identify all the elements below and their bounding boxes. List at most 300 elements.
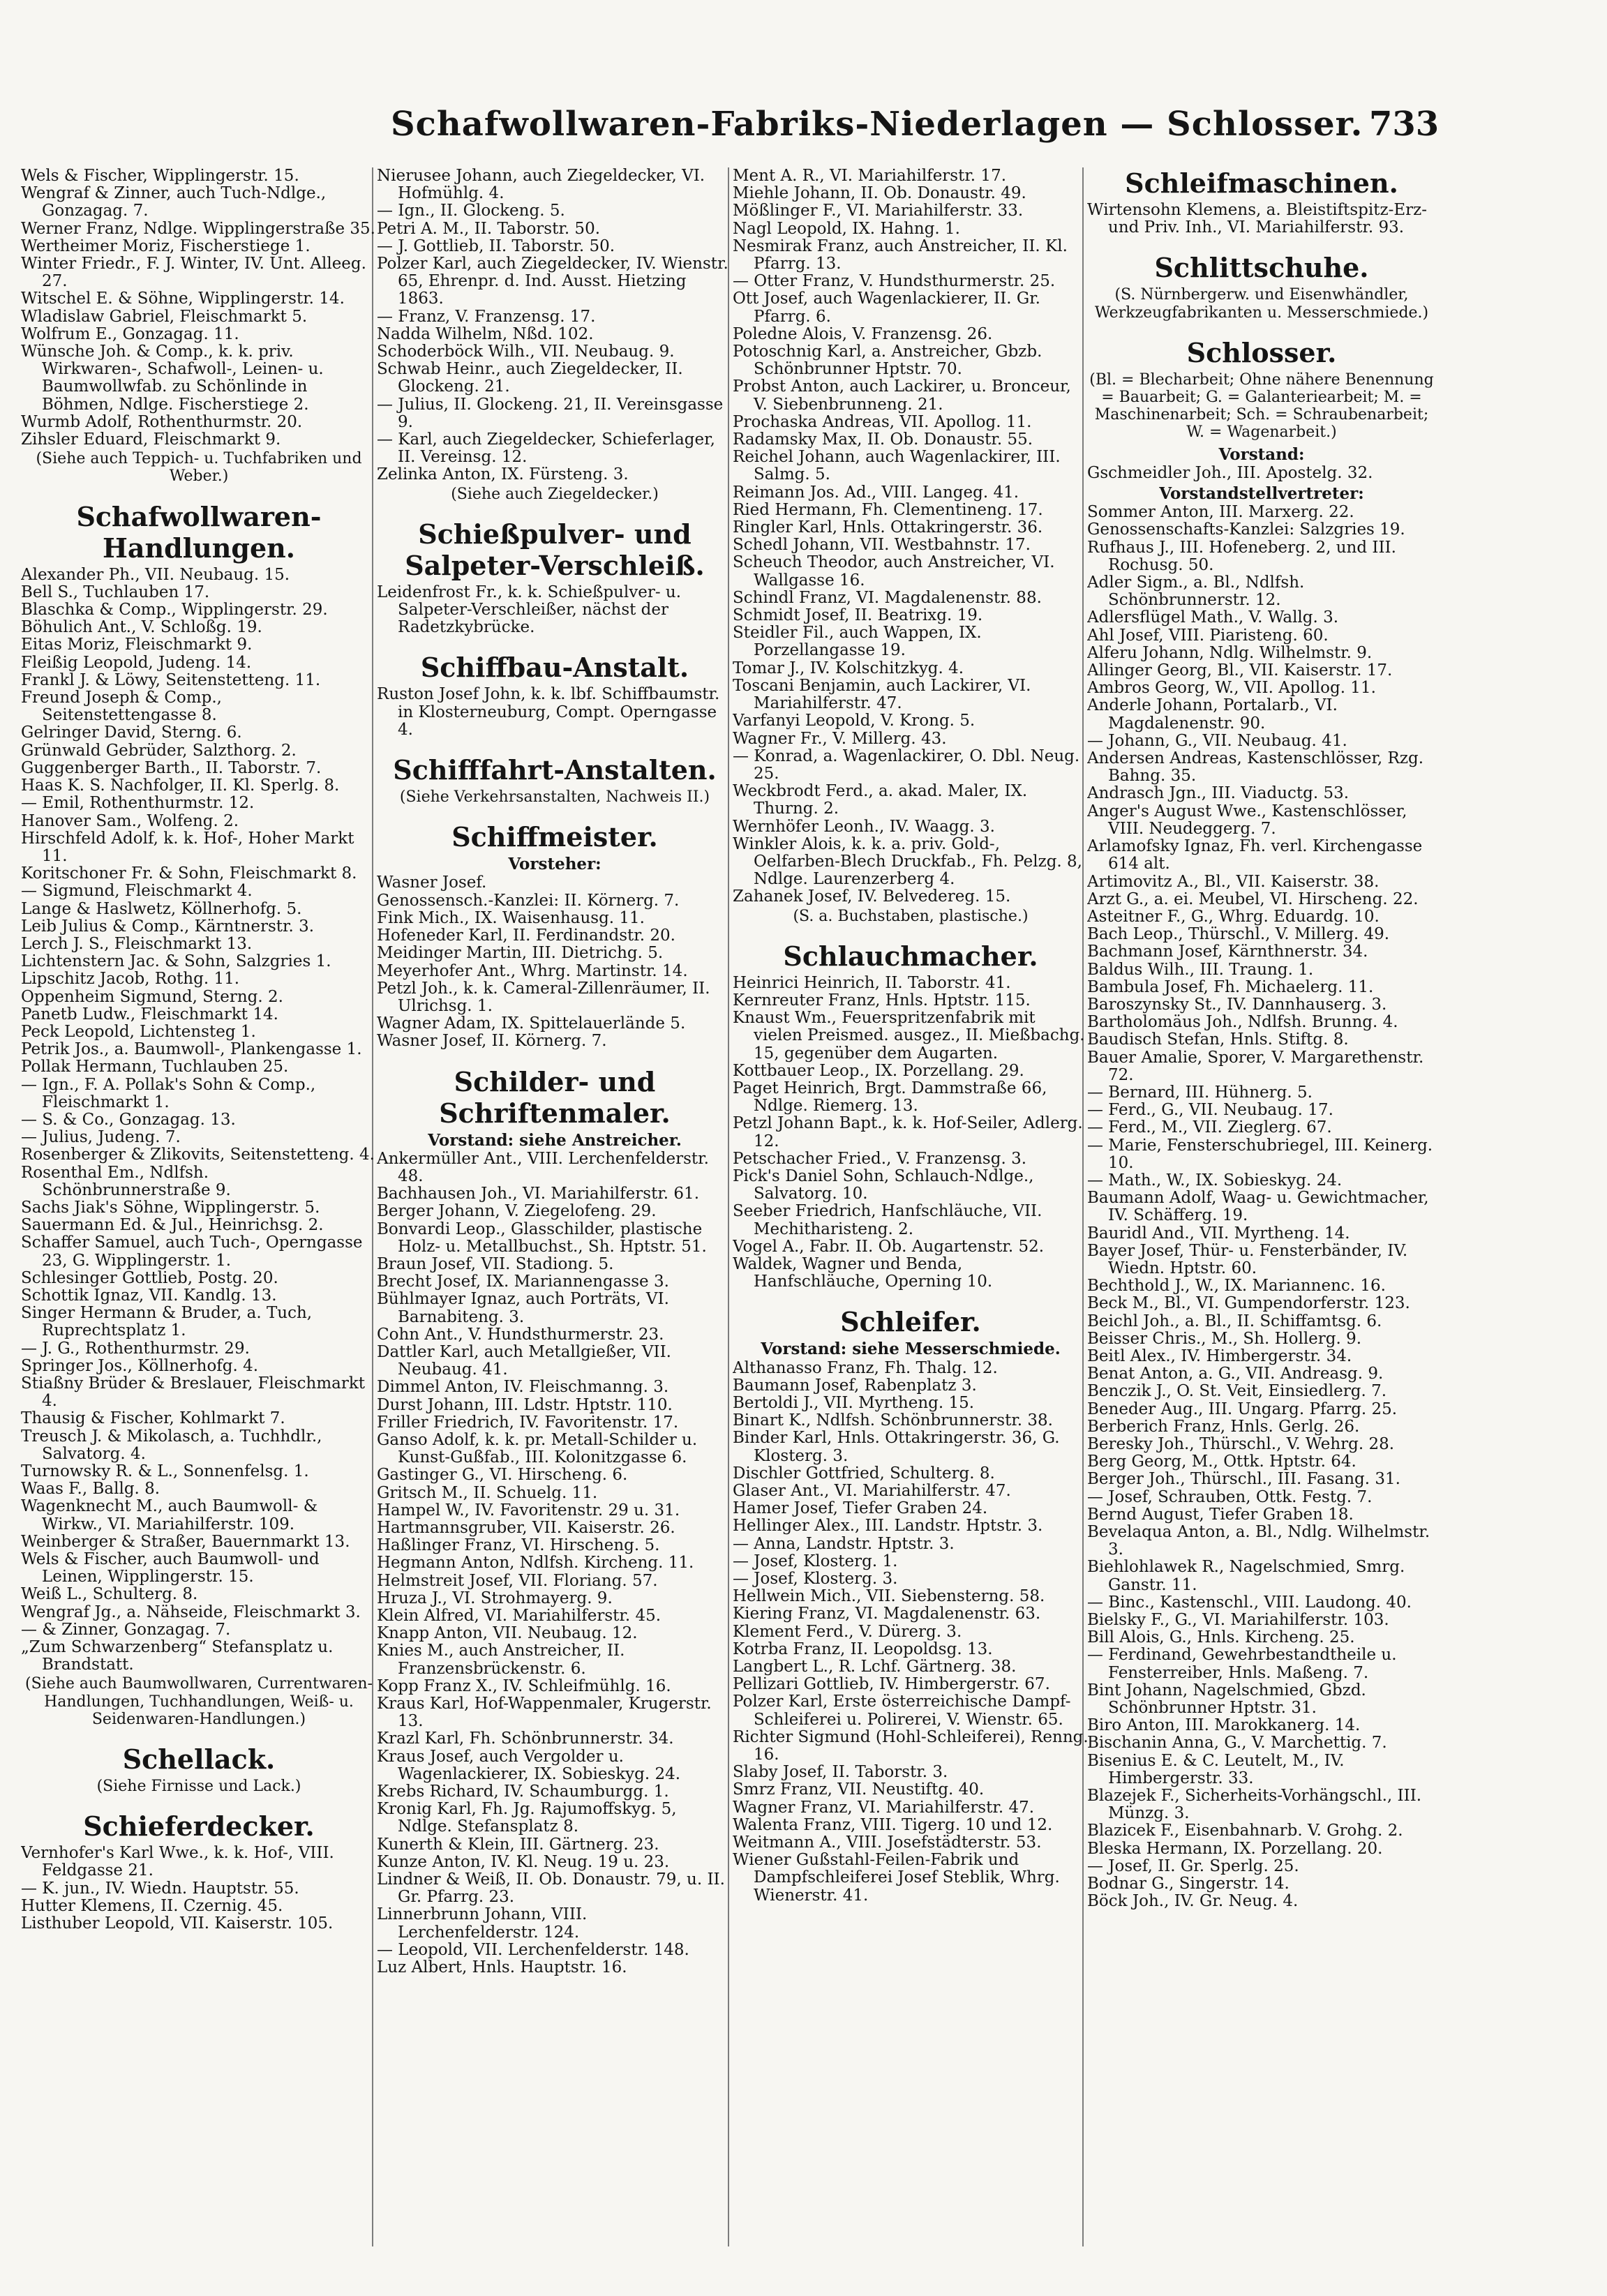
- directory-entry: Seeber Friedrich, Hanfschläuche, VII. Mechitharisteng. 2.: [733, 1202, 1042, 1238]
- directory-entry: Schoderböck Wilh., VII. Neubaug. 9.: [377, 343, 675, 361]
- directory-entry: Binder Karl, Hnls. Ottakringerstr. 36, G. Klosterg. 3.: [733, 1429, 1060, 1465]
- directory-entry: Tomar J., IV. Kolschitzkyg. 4.: [733, 659, 964, 677]
- directory-entry: — Ferd., G., VII. Neubaug. 17.: [1087, 1101, 1333, 1120]
- directory-entry: Kotrba Franz, II. Leopoldsg. 13.: [733, 1640, 993, 1658]
- directory-entry: Stiaßny Brüder & Breslauer, Fleischmarkt 4.: [21, 1374, 366, 1411]
- running-head: [0, 105, 1607, 153]
- directory-entry: Richter Sigmund (Hohl-Schleiferei), Renng. 16.: [733, 1727, 1089, 1764]
- directory-entry: Anger's August Wwe., Kastenschlösser, VIII. Neudeggerg. 7.: [1087, 802, 1407, 838]
- directory-entry: — Anna, Landstr. Hptstr. 3.: [733, 1534, 955, 1553]
- directory-entry: Petschacher Fried., V. Franzensg. 3.: [733, 1149, 1027, 1168]
- directory-entry: Wünsche Joh. & Comp., k. k. priv. Wirkwaren-, Schafwoll-, Leinen- u. Baumwollwfab. zu Schönlinde in Böhmen, Ndlge. Fischerstiege 2.: [21, 343, 324, 414]
- directory-entry: Langbert L., R. Lchf. Gärtnerg. 38.: [733, 1658, 1017, 1676]
- directory-entry: Krebs Richard, IV. Schaumburgg. 1.: [377, 1783, 669, 1801]
- directory-entry: Toscani Benjamin, auch Lackirer, VI. Mariahilferstr. 47.: [733, 676, 1031, 713]
- directory-entry: Klement Ferd., V. Dürerg. 3.: [733, 1622, 962, 1641]
- directory-entry: Kunerth & Klein, III. Gärtnerg. 23.: [377, 1835, 659, 1854]
- cross-reference: (Siehe auch Baumwollwaren, Currentwaren-Handlungen, Tuchhandlungen, Weiß- u. Seidenwaren-Handlungen.): [25, 1675, 373, 1728]
- section-heading: Schlosser.: [1186, 336, 1337, 368]
- directory-entry: Winter Friedr., F. J. Winter, IV. Unt. Alleeg. 27.: [21, 255, 366, 291]
- directory-entry: Lipschitz Jacob, Rothg. 11.: [21, 970, 240, 989]
- directory-entry: Weinberger & Straßer, Bauernmarkt 13.: [21, 1532, 350, 1551]
- directory-entry: Guggenberger Barth., II. Taborstr. 7.: [21, 758, 322, 777]
- cross-reference: (Bl. = Blecharbeit; Ohne nähere Benennung = Bauarbeit; G. = Galanteriearbeit; M. = Maschinenarbeit; Sch. = Schraubenarbeit; W. = Wagenarbeit.): [1089, 370, 1434, 442]
- directory-entry: Hellwein Mich., VII. Siebensterng. 58.: [733, 1587, 1045, 1606]
- directory-entry: Berger Joh., Thürschl., III. Fasang. 31.: [1087, 1470, 1400, 1489]
- directory-entry: Blazejek F., Sicherheits-Vorhängschl., III. Münzg. 3.: [1087, 1787, 1422, 1823]
- directory-entry: Reichel Johann, auch Wagenlackirer, III. Salmg. 5.: [733, 448, 1061, 484]
- directory-entry: Baroszynsky St., IV. Dannhauserg. 3.: [1087, 995, 1387, 1014]
- cross-reference: (S. Nürnbergerw. und Eisenwhändler, Werkzeugfabrikanten u. Messerschmiede.): [1094, 286, 1429, 322]
- directory-entry: Bielsky F., G., VI. Mariahilferstr. 103.: [1087, 1611, 1389, 1630]
- directory-entry: Hegmann Anton, Ndlfsh. Kircheng. 11.: [377, 1554, 694, 1573]
- directory-entry: — Emil, Rothenthurmstr. 12.: [21, 794, 255, 813]
- directory-entry: Reimann Jos. Ad., VIII. Langeg. 41.: [733, 483, 1019, 502]
- directory-entry: Friller Friedrich, IV. Favoritenstr. 17.: [377, 1413, 679, 1432]
- directory-entry: Berger Johann, V. Ziegelofeng. 29.: [377, 1202, 657, 1221]
- directory-entry: Wirtensohn Klemens, a. Bleistiftspitz-Erz- und Priv. Inh., VI. Mariahilferstr. 93.: [1087, 201, 1428, 237]
- directory-entry: Witschel E. & Söhne, Wipplingerstr. 14.: [21, 290, 345, 308]
- directory-entry: Freund Joseph & Comp., Seitenstettengasse 8.: [21, 689, 222, 725]
- directory-entry: Bachmann Josef, Kärnthnerstr. 34.: [1087, 943, 1368, 961]
- directory-entry: Krazl Karl, Fh. Schönbrunnerstr. 34.: [377, 1729, 674, 1748]
- directory-entry: Schindl Franz, VI. Magdalenenstr. 88.: [733, 588, 1042, 607]
- directory-entry: Biro Anton, III. Marokkanerg. 14.: [1087, 1716, 1361, 1735]
- directory-entry: Hirschfeld Adolf, k. k. Hof-, Hoher Markt 11.: [21, 829, 354, 865]
- directory-entry: Berberich Franz, Hnls. Gerlg. 26.: [1087, 1417, 1360, 1436]
- entry-list: [377, 874, 733, 1050]
- directory-entry: Haßlinger Franz, VI. Hirscheng. 5.: [377, 1536, 660, 1555]
- directory-entry: Heinrici Heinrich, II. Taborstr. 41.: [733, 973, 1011, 992]
- directory-entry: Blaschka & Comp., Wipplingerstr. 29.: [21, 601, 328, 620]
- directory-entry: Zahanek Josef, IV. Belvedereg. 15.: [733, 887, 1011, 906]
- directory-entry: Probst Anton, auch Lackirer, u. Bronceur, V. Siebenbrunneng. 21.: [733, 377, 1071, 414]
- section-heading: Schieferdecker.: [83, 1810, 315, 1843]
- directory-entry: Blazicek F., Eisenbahnarb. V. Grohg. 2.: [1087, 1822, 1403, 1840]
- directory-entry: — Konrad, a. Wagenlackirer, O. Dbl. Neug. 25.: [733, 746, 1080, 783]
- column-1: [21, 167, 377, 1933]
- directory-entry: Wagner Fr., V. Millerg. 43.: [733, 729, 947, 748]
- directory-entry: Bachhausen Joh., VI. Mariahilferstr. 61.: [377, 1185, 699, 1203]
- directory-entry: Steidler Fil., auch Wappen, IX. Porzellangasse 19.: [733, 624, 982, 660]
- directory-entry: — Otter Franz, V. Hundsthurmerstr. 25.: [733, 272, 1056, 291]
- directory-entry: Koritschoner Fr. & Sohn, Fleischmarkt 8.: [21, 864, 357, 883]
- directory-entry: Kiering Franz, VI. Magdalenenstr. 63.: [733, 1605, 1041, 1623]
- cross-reference: (Siehe auch Ziegeldecker.): [451, 485, 659, 503]
- directory-entry: Nierusee Johann, auch Ziegeldecker, VI. Hofmühlg. 4.: [377, 167, 705, 203]
- directory-entry: Helmstreit Josef, VII. Floriang. 57.: [377, 1571, 658, 1590]
- directory-entry: Arlamofsky Ignaz, Fh. verl. Kirchengasse 614 alt.: [1087, 837, 1423, 873]
- directory-entry: Nagl Leopold, IX. Hahng. 1.: [733, 219, 960, 238]
- directory-entry: — Leopold, VII. Lerchenfelderstr. 148.: [377, 1940, 689, 1959]
- directory-entry: Klein Alfred, VI. Mariahilferstr. 45.: [377, 1607, 662, 1625]
- directory-entry: Sauermann Ed. & Jul., Heinrichsg. 2.: [21, 1216, 324, 1235]
- directory-entry: Hamer Josef, Tiefer Graben 24.: [733, 1499, 988, 1518]
- directory-entry: Paget Heinrich, Brgt. Dammstraße 66, Ndlge. Riemerg. 13.: [733, 1079, 1047, 1116]
- directory-entry: Vernhofer's Karl Wwe., k. k. Hof-, VIII. Feldgasse 21.: [21, 1844, 334, 1880]
- directory-entry: Wels & Fischer, auch Baumwoll- und Leinen, Wipplingerstr. 15.: [21, 1550, 320, 1586]
- directory-entry: Bertoldi J., VII. Myrtheng. 15.: [733, 1394, 975, 1412]
- directory-entry: Winkler Alois, k. k. a. priv. Gold-, Oelfarben-Blech Druckfab., Fh. Pelzg. 8, Ndlge. Laurenzerberg 4.: [733, 834, 1082, 889]
- directory-entry: Bonvardi Leop., Glasschilder, plastische Holz- u. Metallbuchst., Sh. Hptstr. 51.: [377, 1220, 707, 1256]
- directory-entry: Hruza J., VI. Strohmayerg. 9.: [377, 1589, 613, 1607]
- entry-list: [733, 167, 1089, 906]
- cross-reference: (Siehe Firnisse und Lack.): [96, 1778, 301, 1796]
- directory-entry: Petri A. M., II. Taborstr. 50.: [377, 219, 601, 238]
- directory-entry: Kottbauer Leop., IX. Porzellang. 29.: [733, 1061, 1024, 1080]
- directory-entry: — Johann, G., VII. Neubaug. 41.: [1087, 731, 1347, 750]
- directory-entry: Weitmann A., VIII. Josefstädterstr. 53.: [733, 1833, 1042, 1852]
- directory-entry: Schottik Ignaz, VII. Kandlg. 13.: [21, 1286, 277, 1305]
- section-heading: Schilder- und Schriftenmaler.: [439, 1065, 671, 1129]
- directory-entry: Arzt G., a. ei. Meubel, VI. Hirscheng. 22.: [1087, 890, 1419, 908]
- directory-entry: Bevelaqua Anton, a. Bl., Ndlg. Wilhelmstr. 3.: [1087, 1523, 1430, 1559]
- directory-entry: Beitl Alex., IV. Himbergerstr. 34.: [1087, 1346, 1352, 1365]
- directory-entry: „Zum Schwarzenberg“ Stefansplatz u. Brandstatt.: [21, 1638, 334, 1674]
- directory-entry: Wasner Josef, II. Körnerg. 7.: [377, 1032, 607, 1051]
- directory-entry: Asteitner F., G., Whrg. Eduardg. 10.: [1087, 907, 1380, 926]
- entry-list: [1087, 465, 1436, 482]
- directory-entry: Thausig & Fischer, Kohlmarkt 7.: [21, 1409, 285, 1428]
- directory-entry: Binart K., Ndlfsh. Schönbrunnerstr. 38.: [733, 1411, 1053, 1430]
- directory-entry: Miehle Johann, II. Ob. Donaustr. 49.: [733, 184, 1026, 203]
- entry-list: [1087, 202, 1436, 237]
- directory-entry: Nadda Wilhelm, Nßd. 102.: [377, 324, 594, 343]
- directory-entry: Luz Albert, Hnls. Hauptstr. 16.: [377, 1958, 627, 1977]
- directory-entry: Andrasch Jgn., III. Viaductg. 53.: [1087, 784, 1350, 803]
- directory-entry: Wurmb Adolf, Rothenthurmstr. 20.: [21, 412, 303, 431]
- directory-entry: Schwab Heinr., auch Ziegeldecker, II. Glockeng. 21.: [377, 360, 683, 396]
- directory-entry: Durst Johann, III. Ldstr. Hptstr. 110.: [377, 1395, 673, 1414]
- directory-entry: Wels & Fischer, Wipplingerstr. 15.: [21, 167, 299, 185]
- directory-entry: Polzer Karl, auch Ziegeldecker, IV. Wienstr. 65, Ehrenpr. d. Ind. Ausst. Hietzing 1863.: [377, 255, 728, 308]
- directory-entry: Althanasso Franz, Fh. Thalg. 12.: [733, 1358, 998, 1377]
- directory-entry: Bayer Josef, Thür- u. Fensterbänder, IV. Wiedn. Hptstr. 60.: [1087, 1241, 1408, 1277]
- directory-entry: Kopp Franz X., IV. Schleifmühlg. 16.: [377, 1676, 671, 1695]
- entry-list: [1087, 504, 1436, 1910]
- directory-entry: — Karl, auch Ziegeldecker, Schieferlager, II. Vereinsg. 12.: [377, 430, 715, 467]
- directory-entry: Dattler Karl, auch Metallgießer, VII. Neubaug. 41.: [377, 1342, 671, 1379]
- directory-entry: Springer Jos., Köllnerhofg. 4.: [21, 1356, 259, 1375]
- directory-entry: Varfanyi Leopold, V. Krong. 5.: [733, 712, 976, 730]
- directory-entry: Schaffer Samuel, auch Tuch-, Operngasse 23, G. Wipplingerstr. 1.: [21, 1233, 363, 1270]
- directory-entry: Wasner Josef.: [377, 873, 487, 892]
- directory-entry: Linnerbrunn Johann, VIII. Lerchenfelderstr. 124.: [377, 1905, 588, 1942]
- directory-entry: Turnowsky R. & L., Sonnenfelsg. 1.: [21, 1462, 309, 1481]
- directory-entry: Bernd August, Tiefer Graben 18.: [1087, 1505, 1354, 1524]
- directory-entry: Adler Sigm., a. Bl., Ndlfsh. Schönbrunnerstr. 12.: [1087, 573, 1305, 610]
- directory-entry: Pick's Daniel Sohn, Schlauch-Ndlge., Salvatorg. 10.: [733, 1166, 1034, 1203]
- directory-entry: Peck Leopold, Lichtensteg 1.: [21, 1022, 256, 1041]
- subheading: Vorstand: siehe Anstreicher.: [428, 1130, 682, 1150]
- running-title: Schafwollwaren-Fabriks-Niederlagen — Schlosser.: [391, 105, 1363, 144]
- directory-entry: Petzl Joh., k. k. Cameral-Zillenräumer, II. Ulrichsg. 1.: [377, 979, 710, 1015]
- directory-entry: Artimovitz A., Bl., VII. Kaiserstr. 38.: [1087, 872, 1380, 891]
- directory-entry: Adlersflügel Math., V. Wallg. 3.: [1087, 608, 1339, 627]
- directory-entry: Beisser Chris., M., Sh. Hollerg. 9.: [1087, 1329, 1362, 1348]
- directory-entry: Berg Georg, M., Ottk. Hptstr. 64.: [1087, 1453, 1356, 1471]
- directory-entry: Kunze Anton, IV. Kl. Neug. 19 u. 23.: [377, 1852, 670, 1871]
- entry-list: [733, 975, 1089, 1291]
- directory-entry: Lindner & Weiß, II. Ob. Donaustr. 79, u. II. Gr. Pfarrg. 23.: [377, 1870, 725, 1907]
- directory-entry: — Sigmund, Fleischmarkt 4.: [21, 882, 253, 901]
- cross-reference: (Siehe auch Teppich- u. Tuchfabriken und Weber.): [36, 450, 362, 486]
- directory-entry: Knies M., auch Anstreicher, II. Franzensbrückenstr. 6.: [377, 1642, 625, 1678]
- directory-entry: Bodnar G., Singerstr. 14.: [1087, 1875, 1290, 1893]
- directory-entry: — J. G., Rothenthurmstr. 29.: [21, 1339, 250, 1358]
- directory-entry: Bauridl And., VII. Myrtheng. 14.: [1087, 1224, 1350, 1243]
- directory-entry: Frankl J. & Löwy, Seitenstetteng. 11.: [21, 670, 321, 689]
- directory-entry: Gelringer David, Sterng. 6.: [21, 723, 242, 742]
- directory-entry: Beresky Joh., Thürschl., V. Wehrg. 28.: [1087, 1435, 1395, 1453]
- directory-entry: Walenta Franz, VIII. Tigerg. 10 und 12.: [733, 1815, 1053, 1834]
- directory-entry: — Julius, II. Glockeng. 21, II. Vereinsgasse 9.: [377, 395, 724, 431]
- directory-entry: Wagner Franz, VI. Mariahilferstr. 47.: [733, 1798, 1035, 1817]
- directory-entry: Fleißig Leopold, Judeng. 14.: [21, 653, 252, 672]
- directory-entry: — Math., W., IX. Sobieskyg. 24.: [1087, 1171, 1343, 1190]
- directory-entry: Pellizari Gottlieb, IV. Himbergerstr. 67.: [733, 1675, 1050, 1694]
- directory-entry: — Ign., F. A. Pollak's Sohn & Comp., Fleischmarkt 1.: [21, 1075, 316, 1111]
- directory-entry: Lichtenstern Jac. & Sohn, Salzgries 1.: [21, 952, 331, 971]
- directory-entry: Alferu Johann, Ndlg. Wilhelmstr. 9.: [1087, 643, 1373, 662]
- directory-entry: — Marie, Fensterschubriegel, III. Keinerg. 10.: [1087, 1136, 1433, 1172]
- directory-entry: Ankermüller Ant., VIII. Lerchenfelderstr. 48.: [377, 1149, 709, 1185]
- directory-entry: Prochaska Andreas, VII. Apollog. 11.: [733, 412, 1032, 431]
- entry-list: [21, 1845, 377, 1933]
- directory-entry: Weckbrodt Ferd., a. akad. Maler, IX. Thurng. 2.: [733, 782, 1028, 818]
- directory-entry: Zelinka Anton, IX. Fürsteng. 3.: [377, 465, 629, 484]
- subheading: Vorstand: siehe Messerschmiede.: [761, 1340, 1061, 1359]
- directory-entry: Wengraf & Zinner, auch Tuch-Ndlge., Gonzagag. 7.: [21, 184, 327, 220]
- column-4: [1087, 167, 1436, 1910]
- directory-entry: Radamsky Max, II. Ob. Donaustr. 55.: [733, 430, 1033, 449]
- directory-entry: Waldek, Wagner und Benda, Hanfschläuche, Operning 10.: [733, 1254, 993, 1291]
- directory-entry: — Binc., Kastenschl., VIII. Laudong. 40.: [1087, 1593, 1412, 1612]
- directory-entry: Lerch J. S., Fleischmarkt 13.: [21, 934, 253, 953]
- directory-entry: Glaser Ant., VI. Mariahilferstr. 47.: [733, 1482, 1011, 1501]
- directory-entry: Vogel A., Fabr. II. Ob. Augartenstr. 52.: [733, 1237, 1045, 1256]
- directory-entry: Böhulich Ant., V. Schloßg. 19.: [21, 618, 262, 637]
- column-3: [733, 167, 1089, 1905]
- directory-entry: Dischler Gottfried, Schulterg. 8.: [733, 1464, 995, 1483]
- directory-entry: — Bernard, III. Hühnerg. 5.: [1087, 1083, 1313, 1102]
- directory-entry: Kraus Karl, Hof-Wappenmaler, Krugerstr. 13.: [377, 1695, 712, 1731]
- directory-entry: Wladislaw Gabriel, Fleischmarkt 5.: [21, 307, 308, 326]
- directory-entry: Benat Anton, a. G., VII. Andreasg. 9.: [1087, 1365, 1384, 1383]
- directory-entry: — & Zinner, Gonzagag. 7.: [21, 1620, 231, 1639]
- directory-entry: Petzl Johann Bapt., k. k. Hof-Seiler, Adlerg. 12.: [733, 1114, 1083, 1150]
- directory-entry: Gschmeidler Joh., III. Apostelg. 32.: [1087, 463, 1373, 482]
- section-heading: Schleifer.: [840, 1306, 981, 1338]
- directory-entry: Ott Josef, auch Wagenlackierer, II. Gr. Pfarrg. 6.: [733, 290, 1040, 326]
- directory-entry: Meyerhofer Ant., Whrg. Martinstr. 14.: [377, 961, 688, 980]
- directory-entry: Mößlinger F., VI. Mariahilferstr. 33.: [733, 202, 1024, 220]
- directory-entry: Meidinger Martin, III. Dietrichg. 5.: [377, 944, 664, 963]
- page-number: 733: [1369, 105, 1440, 144]
- directory-entry: Ried Hermann, Fh. Clementineng. 17.: [733, 500, 1043, 519]
- directory-entry: Rufhaus J., III. Hofeneberg. 2, und III. Rochusg. 50.: [1087, 538, 1396, 574]
- directory-entry: Waas F., Ballg. 8.: [21, 1480, 160, 1499]
- section-heading: Schafwollwaren-Handlungen.: [76, 500, 322, 564]
- section-heading: Schiffmeister.: [451, 821, 658, 853]
- directory-entry: Wagenknecht M., auch Baumwoll- & Wirkw., VI. Mariahilferstr. 109.: [21, 1497, 318, 1533]
- directory-entry: Panetb Ludw., Fleischmarkt 14.: [21, 1005, 278, 1023]
- directory-entry: Wagner Adam, IX. Spittelauerlände 5.: [377, 1014, 686, 1033]
- directory-entry: — S. & Co., Gonzagag. 13.: [21, 1110, 236, 1129]
- directory-entry: Gritsch M., II. Schuelg. 11.: [377, 1483, 598, 1502]
- directory-entry: Sachs Jiak's Söhne, Wipplingerstr. 5.: [21, 1198, 320, 1217]
- directory-entry: Bill Alois, G., Hnls. Kircheng. 25.: [1087, 1628, 1355, 1647]
- directory-entry: Bechthold J., W., IX. Mariannenc. 16.: [1087, 1277, 1386, 1296]
- directory-entry: Genossensch.-Kanzlei: II. Körnerg. 7.: [377, 891, 680, 910]
- directory-entry: Schlesinger Gottlieb, Postg. 20.: [21, 1268, 278, 1287]
- directory-entry: Knaust Wm., Feuerspritzenfabrik mit vielen Preismed. ausgez., II. Mießbachg. 15, gegenüber dem Augarten.: [733, 1009, 1085, 1063]
- directory-entry: Baldus Wilh., III. Traung. 1.: [1087, 960, 1314, 979]
- section-heading: Schleifmaschinen.: [1125, 167, 1398, 199]
- directory-entry: Bach Leop., Thürschl., V. Millerg. 49.: [1087, 925, 1390, 944]
- entry-list: [733, 1360, 1089, 1905]
- directory-entry: Polzer Karl, Erste österreichische Dampf-Schleiferei u. Polirerei, V. Wienstr. 65.: [733, 1693, 1071, 1729]
- directory-entry: Singer Hermann & Bruder, a. Tuch, Ruprechtsplatz 1.: [21, 1304, 313, 1340]
- directory-entry: Wiener Gußstahl-Feilen-Fabrik und Dampfschleiferei Josef Steblik, Whrg. Wienerstr. 41.: [733, 1851, 1060, 1905]
- entry-list: [377, 1150, 733, 1977]
- directory-entry: Petrik Jos., a. Baumwoll-, Plankengasse 1.: [21, 1040, 362, 1059]
- directory-entry: — J. Gottlieb, II. Taborstr. 50.: [377, 237, 615, 255]
- directory-entry: Potoschnig Karl, a. Anstreicher, Gbzb. Schönbrunner Hptstr. 70.: [733, 343, 1042, 379]
- section-heading: Schifffahrt-Anstalten.: [393, 754, 717, 786]
- directory-entry: Baumann Josef, Rabenplatz 3.: [733, 1376, 977, 1395]
- directory-entry: Leidenfrost Fr., k. k. Schießpulver- u. Salpeter-Verschleißer, nächst der Radetzkybrücke.: [377, 583, 682, 637]
- directory-entry: Bambula Josef, Fh. Michaelerg. 11.: [1087, 977, 1374, 996]
- directory-entry: Bühlmayer Ignaz, auch Porträts, VI. Barnabiteng. 3.: [377, 1290, 669, 1326]
- directory-entry: Lange & Haslwetz, Köllnerhofg. 5.: [21, 899, 302, 918]
- directory-entry: Knapp Anton, VII. Neubaug. 12.: [377, 1624, 638, 1643]
- directory-entry: Gastinger G., VI. Hirscheng. 6.: [377, 1466, 628, 1485]
- directory-entry: Ringler Karl, Hnls. Ottakringerstr. 36.: [733, 518, 1043, 537]
- directory-entry: Bischanin Anna, G., V. Marchettig. 7.: [1087, 1734, 1387, 1753]
- directory-entry: Bartholomäus Joh., Ndlfsh. Brunng. 4.: [1087, 1013, 1398, 1032]
- subheading: Vorsteher:: [508, 855, 601, 874]
- directory-entry: Biehlohlawek R., Nagelschmied, Smrg. Ganstr. 11.: [1087, 1558, 1405, 1594]
- directory-entry: Andersen Andreas, Kastenschlösser, Rzg. Bahng. 35.: [1087, 749, 1424, 786]
- directory-entry: Grünwald Gebrüder, Salzthorg. 2.: [21, 741, 297, 760]
- section-heading: Schiffbau-Anstalt.: [420, 652, 689, 684]
- directory-entry: — Josef, Schrauben, Ottk. Festg. 7.: [1087, 1487, 1373, 1506]
- directory-entry: Zihsler Eduard, Fleischmarkt 9.: [21, 430, 281, 449]
- entry-list: [377, 584, 733, 637]
- directory-entry: Baumann Adolf, Waag- u. Gewichtmacher, IV. Schäfferg. 19.: [1087, 1189, 1429, 1225]
- directory-entry: Beichl Joh., a. Bl., II. Schiffamtsg. 6.: [1087, 1312, 1382, 1330]
- directory-entry: Schmidt Josef, II. Beatrixg. 19.: [733, 606, 983, 625]
- directory-entry: Allinger Georg, Bl., VII. Kaiserstr. 17.: [1087, 661, 1393, 680]
- directory-entry: Rosenberger & Zlikovits, Seitenstetteng. 4.: [21, 1146, 375, 1164]
- directory-entry: Scheuch Theodor, auch Anstreicher, VI. Wallgasse 16.: [733, 553, 1055, 590]
- subheading: Vorstand:: [1218, 444, 1305, 464]
- directory-entry: Listhuber Leopold, VII. Kaiserstr. 105.: [21, 1914, 334, 1933]
- directory-entry: — Josef, Klosterg. 3.: [733, 1570, 898, 1589]
- directory-entry: Genossenschafts-Kanzlei: Salzgries 19.: [1087, 520, 1405, 539]
- directory-entry: Hanover Sam., Wolfeng. 2.: [21, 811, 239, 830]
- directory-entry: Bleska Hermann, IX. Porzellang. 20.: [1087, 1839, 1383, 1858]
- section-heading: Schlauchmacher.: [783, 940, 1038, 972]
- directory-entry: Bell S., Tuchlauben 17.: [21, 583, 210, 601]
- cross-reference: (S. a. Buchstaben, plastische.): [793, 907, 1029, 925]
- entry-list: [377, 167, 733, 484]
- directory-entry: Dimmel Anton, IV. Fleischmanng. 3.: [377, 1378, 669, 1397]
- directory-entry: — Ign., II. Glockeng. 5.: [377, 202, 565, 220]
- directory-entry: Nesmirak Franz, auch Anstreicher, II. Kl. Pfarrg. 13.: [733, 237, 1068, 273]
- directory-entry: Smrz Franz, VII. Neustiftg. 40.: [733, 1780, 985, 1799]
- directory-entry: Brecht Josef, IX. Mariannengasse 3.: [377, 1273, 669, 1291]
- directory-entry: Eitas Moriz, Fleischmarkt 9.: [21, 636, 253, 654]
- directory-entry: — K. jun., IV. Wiedn. Hauptstr. 55.: [21, 1879, 299, 1898]
- directory-entry: Hellinger Alex., III. Landstr. Hptstr. 3.: [733, 1517, 1043, 1536]
- directory-entry: Ruston Josef John, k. k. lbf. Schiffbaumstr. in Klosterneuburg, Compt. Operngasse 4.: [377, 685, 720, 739]
- directory-entry: Bauer Amalie, Sporer, V. Margarethenstr. 72.: [1087, 1048, 1424, 1084]
- directory-entry: Anderle Johann, Portalarb., VI. Magdalenenstr. 90.: [1087, 696, 1338, 733]
- section-heading: Schellack.: [122, 1743, 276, 1776]
- directory-entry: Haas K. S. Nachfolger, II. Kl. Sperlg. 8.: [21, 776, 340, 795]
- directory-entry: — Ferd., M., VII. Zieglerg. 67.: [1087, 1118, 1332, 1137]
- directory-entry: Beneder Aug., III. Ungarg. Pfarrg. 25.: [1087, 1400, 1398, 1418]
- directory-entry: Pollak Hermann, Tuchlauben 25.: [21, 1058, 289, 1076]
- directory-entry: — Josef, Klosterg. 1.: [733, 1552, 898, 1570]
- directory-entry: Hartmannsgruber, VII. Kaiserstr. 26.: [377, 1518, 675, 1537]
- directory-entry: Ambros Georg, W., VII. Apollog. 11.: [1087, 679, 1376, 698]
- directory-entry: — Julius, Judeng. 7.: [21, 1128, 181, 1147]
- directory-entry: Kronig Karl, Fh. Jg. Rajumoffskyg. 5, Ndlge. Stefansplatz 8.: [377, 1800, 677, 1836]
- directory-entry: Baudisch Stefan, Hnls. Stiftg. 8.: [1087, 1030, 1349, 1049]
- directory-entry: Ganso Adolf, k. k. pr. Metall-Schilder u. Kunst-Gußfab., III. Kolonitzgasse 6.: [377, 1430, 698, 1467]
- column-2: [377, 167, 733, 1976]
- entry-list: [21, 567, 377, 1674]
- section-heading: Schlittschuhe.: [1154, 252, 1369, 284]
- directory-entry: Werner Franz, Ndlge. Wipplingerstraße 35.: [21, 219, 375, 238]
- directory-entry: Fink Mich., IX. Waisenhausg. 11.: [377, 908, 645, 927]
- directory-entry: Braun Josef, VII. Stadiong. 5.: [377, 1254, 614, 1273]
- section-heading: Schießpulver- und Salpeter-Verschleiß.: [405, 518, 705, 581]
- directory-entry: — Franz, V. Franzensg. 17.: [377, 307, 596, 326]
- directory-entry: Benczik J., O. St. Veit, Einsiedlerg. 7.: [1087, 1382, 1387, 1401]
- directory-entry: Alexander Ph., VII. Neubaug. 15.: [21, 565, 290, 584]
- directory-entry: Slaby Josef, II. Taborstr. 3.: [733, 1763, 948, 1782]
- directory-entry: Bint Johann, Nagelschmied, Gbzd. Schönbrunner Hptstr. 31.: [1087, 1681, 1366, 1718]
- directory-entry: Hutter Klemens, II. Czernig. 45.: [21, 1896, 283, 1915]
- directory-entry: Kraus Josef, auch Vergolder u. Wagenlackierer, IX. Sobieskyg. 24.: [377, 1747, 681, 1783]
- directory-entry: Hofeneder Karl, II. Ferdinandstr. 20.: [377, 926, 675, 945]
- directory-entry: Böck Joh., IV. Gr. Neug. 4.: [1087, 1892, 1299, 1911]
- directory-entry: Hampel W., IV. Favoritenstr. 29 u. 31.: [377, 1501, 680, 1520]
- directory-entry: Sommer Anton, III. Marxerg. 22.: [1087, 503, 1354, 522]
- directory-entry: Ment A. R., VI. Mariahilferstr. 17.: [733, 167, 1007, 185]
- entry-list: [377, 686, 733, 739]
- directory-entry: Kernreuter Franz, Hnls. Hptstr. 115.: [733, 991, 1031, 1010]
- directory-entry: Wernhöfer Leonh., IV. Waagg. 3.: [733, 817, 995, 836]
- cross-reference: (Siehe Verkehrsanstalten, Nachweis II.): [399, 788, 710, 806]
- directory-entry: — Josef, II. Gr. Sperlg. 25.: [1087, 1856, 1299, 1875]
- entry-list: [21, 167, 377, 449]
- directory-entry: Cohn Ant., V. Hundsthurmerstr. 23.: [377, 1325, 664, 1344]
- directory-entry: Rosenthal Em., Ndlfsh. Schönbrunnerstraße 9.: [21, 1163, 231, 1199]
- directory-entry: Ahl Josef, VIII. Piaristeng. 60.: [1087, 626, 1329, 645]
- directory-entry: Bisenius E. & C. Leutelt, M., IV. Himbergerstr. 33.: [1087, 1751, 1345, 1787]
- directory-entry: Weiß L., Schulterg. 8.: [21, 1585, 198, 1604]
- directory-entry: Poledne Alois, V. Franzensg. 26.: [733, 324, 993, 343]
- directory-entry: Schedl Johann, VII. Westbahnstr. 17.: [733, 536, 1031, 555]
- directory-entry: Wolfrum E., Gonzagag. 11.: [21, 324, 239, 343]
- directory-entry: Oppenheim Sigmund, Sterng. 2.: [21, 987, 283, 1006]
- directory-entry: Treusch J. & Mikolasch, a. Tuchhdlr., Salvatorg. 4.: [21, 1427, 322, 1463]
